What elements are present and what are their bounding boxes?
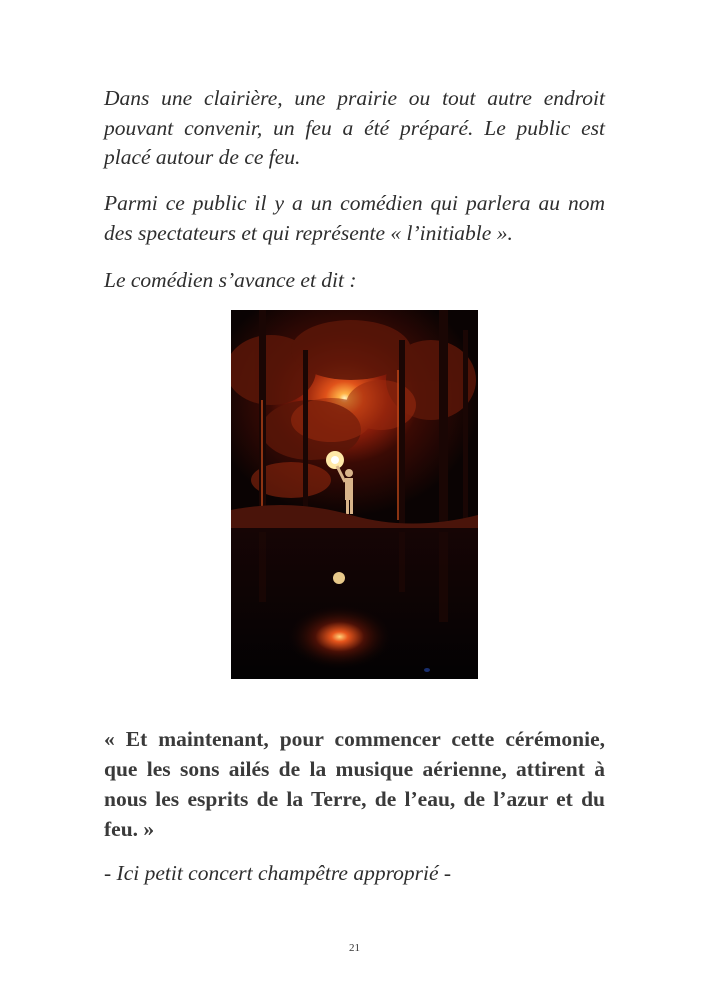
intro-paragraph-3: Le comédien s’avance et dit : (104, 268, 357, 292)
intro-paragraph-2: Parmi ce public il y a un comédien qui parlera au nom des spectateurs et qui représente « l’initiable ». (104, 191, 605, 245)
ceremony-quote: « Et maintenant, pour commencer cette cérémonie, que les sons ailés de la musique aérienne, attirent à nous les esprits de la Terre, de l’eau, de l’azur et du feu. » (104, 727, 605, 841)
stage-direction: - Ici petit concert champêtre approprié - (104, 861, 452, 885)
page-number: 21 (349, 942, 360, 954)
intro-paragraph-1: Dans une clairière, une prairie ou tout autre endroit pouvant convenir, un feu a été préparé. Le public est placé autour de ce feu. (104, 86, 605, 169)
forest-torch-photo (231, 310, 478, 679)
